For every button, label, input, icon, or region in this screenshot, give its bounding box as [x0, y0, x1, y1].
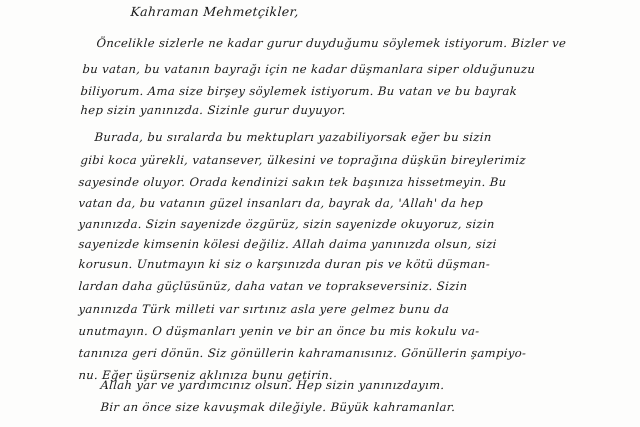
letter-line: lardan daha güçlüsünüz, daha vatan ve toprakseversiniz. Sizin — [78, 279, 468, 293]
letter-line: sayesinde oluyor. Orada kendinizi sakın tek başınıza hissetmeyin. Bu — [78, 175, 507, 189]
letter-line: tanınıza geri dönün. Siz gönüllerin kahramanısınız. Gönüllerin şampiyo- — [78, 346, 527, 360]
letter-line: yanınızda Türk milleti var sırtınız asla yere gelmez bunu da — [78, 302, 450, 316]
letter-line: vatan da, bu vatanın güzel insanları da, bayrak da, 'Allah' da hep — [78, 196, 484, 210]
salutation: Kahraman Mehmetçikler, — [130, 4, 300, 19]
letter-line: korusun. Unutmayın ki siz o karşınızda duran pis ve kötü düşman- — [78, 257, 491, 271]
letter-line: gibi koca yürekli, vatansever, ülkesini ve toprağına düşkün bireylerimiz — [80, 153, 527, 167]
letter-line: Allah yar ve yardımcınız olsun. Hep sizin yanınızdayım. — [100, 378, 446, 392]
letter-line: bu vatan, bu vatanın bayrağı için ne kadar düşmanlara siper olduğunuzu — [82, 62, 536, 76]
letter-line: nu. Eğer üşürseniz aklınıza bunu getirin. — [78, 368, 334, 382]
letter-line: Burada, bu sıralarda bu mektupları yazabiliyorsak eğer bu sizin — [94, 130, 493, 144]
letter-line: biliyorum. Ama size birşey söylemek istiyorum. Bu vatan ve bu bayrak — [80, 84, 518, 98]
letter-line: unutmayın. O düşmanları yenin ve bir an önce bu mis kokulu va- — [78, 324, 481, 338]
letter-line: sayenizde kimsenin kölesi değiliz. Allah daima yanınızda olsun, sizi — [78, 237, 498, 251]
letter-line: Bir an önce size kavuşmak dileğiyle. Büyük kahramanlar. — [100, 400, 456, 414]
letter-line: hep sizin yanınızda. Sizinle gurur duyuyor. — [80, 103, 347, 117]
letter-line: Öncelikle sizlerle ne kadar gurur duyduğumu söylemek istiyorum. Bizler ve — [96, 36, 567, 50]
letter-line: yanınızda. Sizin sayenizde özgürüz, sizin sayenizde okuyoruz, sizin — [78, 217, 496, 231]
